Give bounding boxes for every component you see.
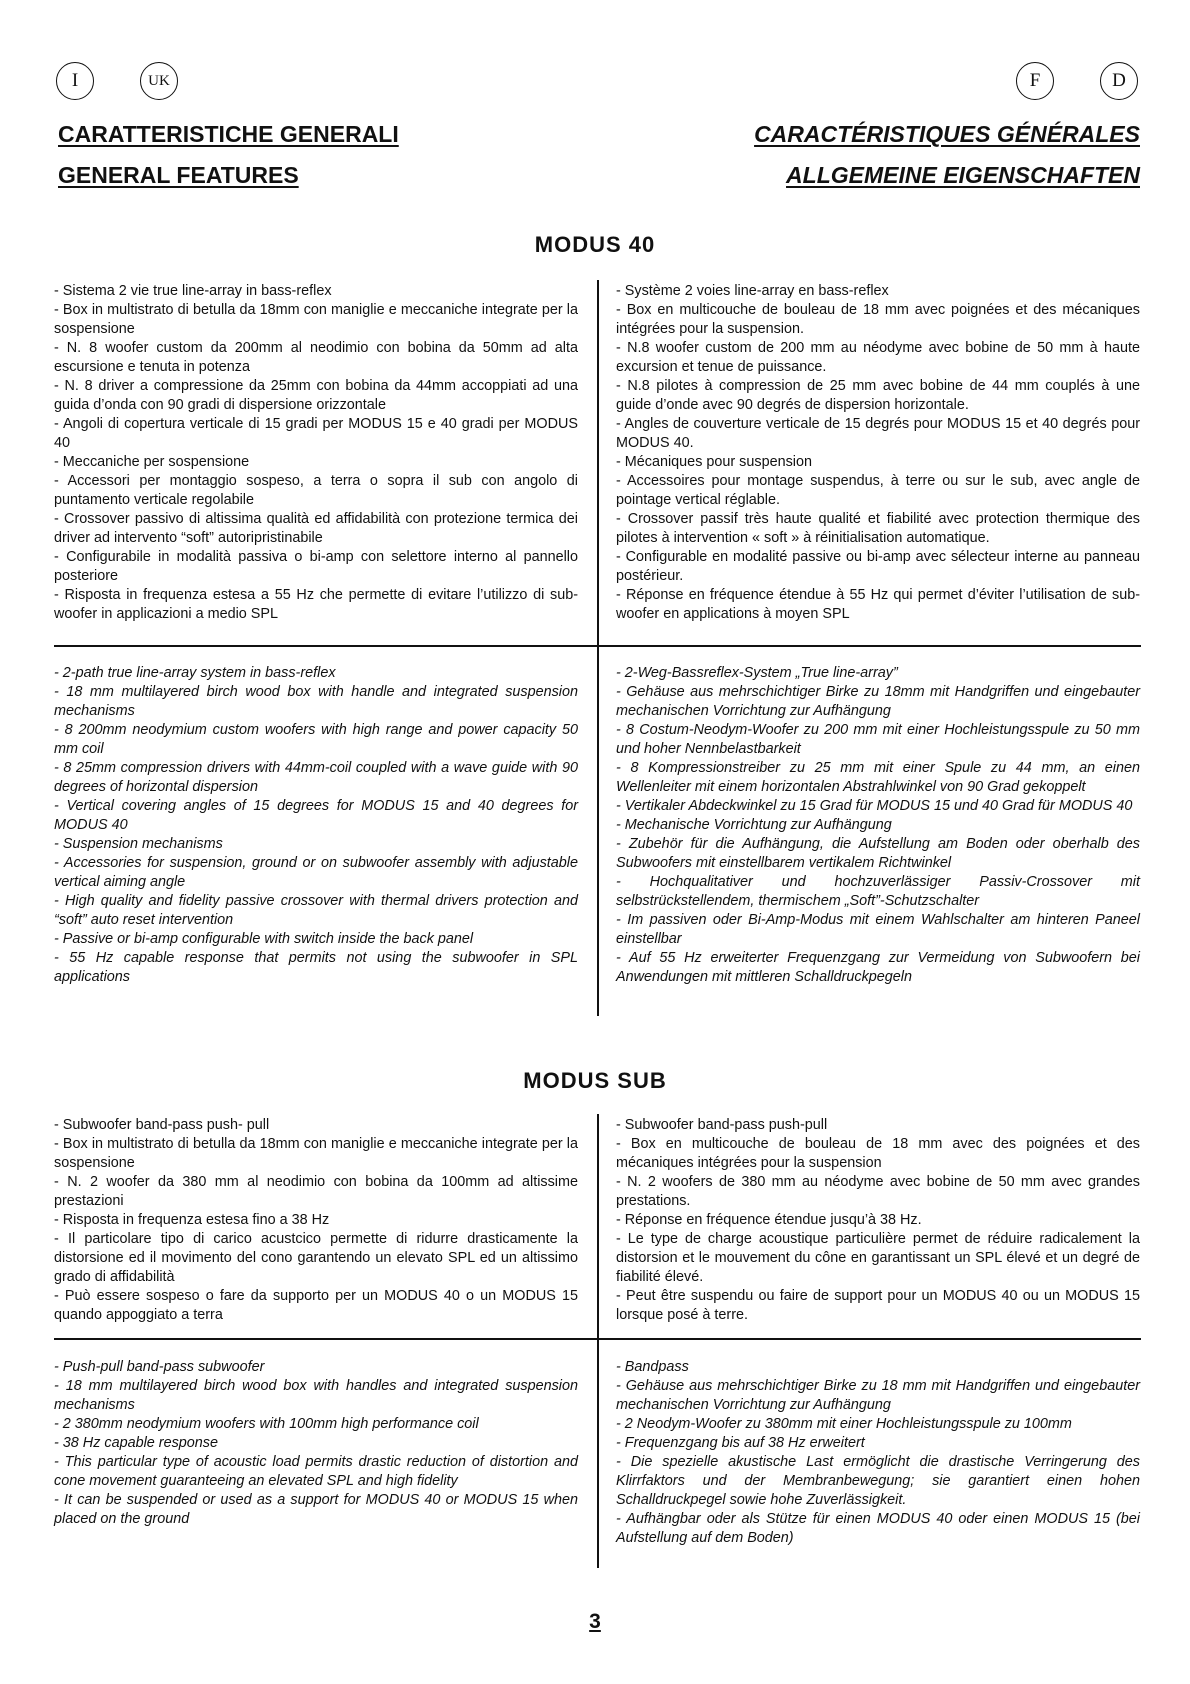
feature-item: - Réponse en fréquence étendue jusqu’à 38 Hz.	[616, 1212, 922, 1228]
feature-item: - High quality and fidelity passive crossover with thermal drivers protection and “soft” auto reset intervention	[54, 893, 578, 928]
modus40-features-de	[616, 664, 1140, 987]
modussub-features-en	[54, 1358, 578, 1529]
feature-item: - Push-pull band-pass subwoofer	[54, 1359, 265, 1375]
feature-item: - Box in multistrato di betulla da 18mm con maniglie e meccaniche integrate per la sospensione	[54, 302, 578, 337]
heading-de: ALLGEMEINE EIGENSCHAFTEN	[786, 162, 1140, 188]
feature-item: - 8 Kompressionstreiber zu 25 mm mit einer Spule zu 44 mm, an einen Wellenleiter mit einem horizontalen Abstrahlwinkel von 90 Grad gekoppelt	[616, 760, 1140, 795]
lang-badge-uk: UK	[140, 62, 178, 100]
feature-item: - Auf 55 Hz erweiterter Frequenzgang zur Vermeidung von Subwoofern bei Anwendungen mit mittleren Schalldruckpegeln	[616, 950, 1140, 985]
feature-item: - Configurabile in modalità passiva o bi-amp con selettore interno al pannello posteriore	[54, 549, 578, 584]
column-divider	[597, 650, 599, 1016]
feature-item: - Im passiven oder Bi-Amp-Modus mit einem Wahlschalter am hinteren Paneel einstellbar	[616, 912, 1140, 947]
feature-item: - Meccaniche per sospensione	[54, 454, 250, 470]
feature-item: - Angles de couverture verticale de 15 degrés pour MODUS 15 et 40 degrés pour MODUS 40.	[616, 416, 1140, 451]
feature-item: - Gehäuse aus mehrschichtiger Birke zu 18 mm mit Handgriffen und eingebauter mechanischen Vorrichtung zur Aufhängung	[616, 1378, 1140, 1413]
feature-item: - Peut être suspendu ou faire de support pour un MODUS 40 ou un MODUS 15 lorsque posé à terre.	[616, 1288, 1140, 1323]
feature-item: - Risposta in frequenza estesa a 55 Hz che permette di evitare l’utilizzo di sub-woofer in applicazioni a medio SPL	[54, 587, 578, 622]
feature-item: - Accessoires pour montage suspendus, à terre ou sur le sub, avec angle de pointage vertical réglable.	[616, 473, 1140, 508]
feature-item: - Bandpass	[616, 1359, 689, 1375]
feature-item: - Crossover passivo di altissima qualità ed affidabilità con protezione termica dei driver ad intervento “soft” autoripristinabile	[54, 511, 578, 546]
feature-item: - Il particolare tipo di carico acustcico permette di ridurre drasticamente la distorsione ed il movimento del cono garantendo un elevato SPL ed un altissimo grado di affidabilità	[54, 1231, 578, 1285]
modussub-title: MODUS SUB	[523, 1068, 667, 1093]
feature-item: - Die spezielle akustische Last ermöglicht die drastische Verringerung des Klirrfaktors und der Membranbewegung; sie garantiert einen hohen Schalldruckpegel sowie hohe Zuverlässigkeit.	[616, 1454, 1140, 1508]
feature-item: - N. 8 woofer custom da 200mm al neodimio con bobina da 50mm ad alta escursione e tenuta in potenza	[54, 340, 578, 375]
feature-item: - It can be suspended or used as a support for MODUS 40 or MODUS 15 when placed on the ground	[54, 1492, 578, 1527]
heading-fr: CARACTÉRISTIQUES GÉNÉRALES	[754, 121, 1140, 147]
feature-item: - 8 25mm compression drivers with 44mm-coil coupled with a wave guide with 90 degrees of horizontal dispersion	[54, 760, 578, 795]
feature-item: - 2 380mm neodymium woofers with 100mm high performance coil	[54, 1416, 479, 1432]
feature-item: - N. 2 woofer da 380 mm al neodimio con bobina da 100mm ad altissime prestazioni	[54, 1174, 578, 1209]
column-divider	[597, 1114, 599, 1340]
feature-item: - Può essere sospeso o fare da supporto per un MODUS 40 o un MODUS 15 quando appoggiato a terra	[54, 1288, 578, 1323]
feature-item: - Réponse en fréquence étendue à 55 Hz qui permet d’éviter l’utilisation de sub-woofer en applications à moyen SPL	[616, 587, 1140, 622]
modussub-features-it	[54, 1116, 578, 1325]
feature-item: - Sistema 2 vie true line-array in bass-reflex	[54, 283, 332, 299]
lang-badge-fr: F	[1016, 62, 1054, 100]
feature-item: - Box en multicouche de bouleau de 18 mm avec poignées et des mécaniques intégrées pour la suspension.	[616, 302, 1140, 337]
modussub-features-fr	[616, 1116, 1140, 1325]
feature-item: - Risposta in frequenza estesa fino a 38 Hz	[54, 1212, 330, 1228]
feature-item: - 55 Hz capable response that permits not using the subwoofer in SPL applications	[54, 950, 578, 985]
feature-item: - N. 2 woofers de 380 mm au néodyme avec bobine de 50 mm avec grandes prestations.	[616, 1174, 1140, 1209]
feature-item: - Accessories for suspension, ground or on subwoofer assembly with adjustable vertical aiming angle	[54, 855, 578, 890]
feature-item: - Crossover passif très haute qualité et fiabilité avec protection thermique des pilotes à intervention « soft » à réinitialisation automatique.	[616, 511, 1140, 546]
feature-item: - N.8 pilotes à compression de 25 mm avec bobine de 44 mm couplés à une guide d’onde avec 90 degrés de dispersion horizontale.	[616, 378, 1140, 413]
feature-item: - 18 mm multilayered birch wood box with handles and integrated suspension mechanisms	[54, 1378, 578, 1413]
feature-item: - Box en multicouche de bouleau de 18 mm avec des poignées et des mécaniques intégrées pour la suspension	[616, 1136, 1140, 1171]
feature-item: - 38 Hz capable response	[54, 1435, 218, 1451]
modus40-features-en	[54, 664, 578, 987]
modus40-features-fr	[616, 282, 1140, 624]
feature-item: - Zubehör für die Aufhängung, die Aufstellung am Boden oder oberhalb des Subwoofers mit einstellbarem vertikalem Richtwinkel	[616, 836, 1140, 871]
feature-item: - Gehäuse aus mehrschichtiger Birke zu 18mm mit Handgriffen und eingebauter mechanischen Vorrichtung zur Aufhängung	[616, 684, 1140, 719]
feature-item: - Box in multistrato di betulla da 18mm con maniglie e meccaniche integrate per la sospensione	[54, 1136, 578, 1171]
feature-item: - Frequenzgang bis auf 38 Hz erweitert	[616, 1435, 865, 1451]
page-number: 3	[589, 1610, 601, 1633]
feature-item: - Vertikaler Abdeckwinkel zu 15 Grad für MODUS 15 und 40 Grad für MODUS 40	[616, 798, 1133, 814]
modussub-features-de	[616, 1358, 1140, 1548]
heading-en: GENERAL FEATURES	[58, 162, 299, 188]
lang-badge-it: I	[56, 62, 94, 100]
feature-item: - 2-Weg-Bassreflex-System „True line-array”	[616, 665, 898, 681]
feature-item: - Accessori per montaggio sospeso, a terra o sopra il sub con angolo di puntamento verticale regolabile	[54, 473, 578, 508]
feature-item: - 18 mm multilayered birch wood box with handle and integrated suspension mechanisms	[54, 684, 578, 719]
feature-item: - Système 2 voies line-array en bass-reflex	[616, 283, 889, 299]
feature-item: - Mechanische Vorrichtung zur Aufhängung	[616, 817, 892, 833]
feature-item: - Aufhängbar oder als Stütze für einen MODUS 40 oder einen MODUS 15 (bei Aufstellung auf dem Boden)	[616, 1511, 1140, 1546]
feature-item: - N. 8 driver a compressione da 25mm con bobina da 44mm accoppiati ad una guida d’onda con 90 gradi di dispersione orizzontale	[54, 378, 578, 413]
feature-item: - Angoli di copertura verticale di 15 gradi per MODUS 15 e 40 gradi per MODUS 40	[54, 416, 578, 451]
feature-item: - Hochqualitativer und hochzuverlässiger Passiv-Crossover mit selbstrückstellendem, thermischem „Soft”-Schutzschalter	[616, 874, 1140, 909]
modus40-features-it	[54, 282, 578, 624]
feature-item: - 2 Neodym-Woofer zu 380mm mit einer Hochleistungsspule zu 100mm	[616, 1416, 1072, 1432]
feature-item: - Vertical covering angles of 15 degrees for MODUS 15 and 40 degrees for MODUS 40	[54, 798, 578, 833]
column-divider	[597, 1340, 599, 1568]
feature-item: - Passive or bi-amp configurable with switch inside the back panel	[54, 931, 474, 947]
feature-item: - N.8 woofer custom de 200 mm au néodyme avec bobine de 50 mm à haute excursion et tenue de puissance.	[616, 340, 1140, 375]
feature-item: - 2-path true line-array system in bass-reflex	[54, 665, 336, 681]
feature-item: - Configurable en modalité passive ou bi-amp avec sélecteur interne au panneau postérieur.	[616, 549, 1140, 584]
feature-item: - Subwoofer band-pass push-pull	[616, 1117, 828, 1133]
section-divider	[54, 645, 1141, 647]
feature-item: - Subwoofer band-pass push- pull	[54, 1117, 270, 1133]
feature-item: - Le type de charge acoustique particulière permet de réduire radicalement la distorsion et le mouvement du cône en garantissant un SPL élevé et un degré de fiabilité élevé.	[616, 1231, 1140, 1285]
feature-item: - Mécaniques pour suspension	[616, 454, 812, 470]
feature-item: - 8 Costum-Neodym-Woofer zu 200 mm mit einer Hochleistungsspule zu 50 mm und hoher Nennbelastbarkeit	[616, 722, 1140, 757]
column-divider	[597, 280, 599, 650]
feature-item: - Suspension mechanisms	[54, 836, 223, 852]
heading-it: CARATTERISTICHE GENERALI	[58, 121, 399, 147]
feature-item: - This particular type of acoustic load permits drastic reduction of distortion and cone movement guaranteeing an elevated SPL and high fidelity	[54, 1454, 578, 1489]
modus40-title: MODUS 40	[534, 232, 656, 257]
lang-badge-de: D	[1100, 62, 1138, 100]
feature-item: - 8 200mm neodymium custom woofers with high range and power capacity 50 mm coil	[54, 722, 578, 757]
